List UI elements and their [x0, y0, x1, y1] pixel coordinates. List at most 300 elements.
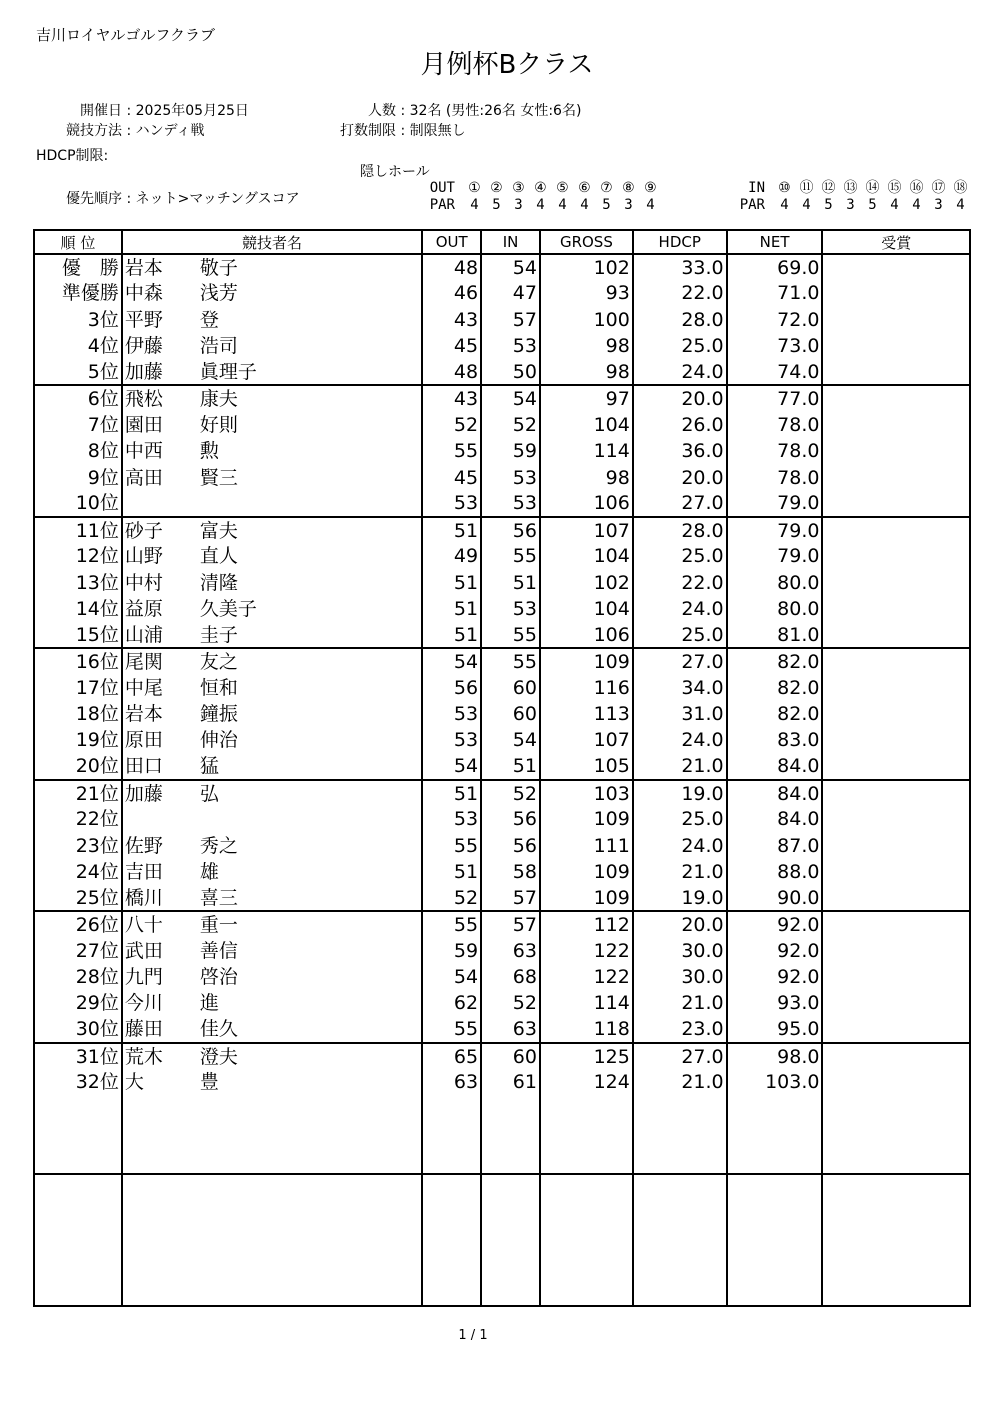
- in-cell: 63: [481, 938, 540, 964]
- empty-row: [34, 1122, 970, 1148]
- award-cell: [822, 675, 970, 701]
- table-row: [34, 990, 970, 1016]
- hdcp-cell: 20.0: [633, 385, 727, 411]
- method-label: 競技方法: [66, 123, 122, 139]
- out-cell: 51: [422, 517, 481, 543]
- table-row: [34, 780, 970, 806]
- in-cell: 60: [481, 701, 540, 727]
- player-surname: 大: [124, 1071, 144, 1094]
- player-surname: 中村: [124, 571, 163, 594]
- par-label: PAR: [429, 197, 455, 213]
- net-cell: 90.0: [727, 885, 823, 911]
- player-given-name: 雄: [199, 860, 219, 883]
- gross-cell: 118: [540, 1017, 633, 1043]
- hdcp-cell: 33.0: [633, 254, 727, 280]
- hidden-holes-in: [725, 180, 971, 214]
- player-name-cell: [122, 1174, 422, 1200]
- player-name-cell: [122, 385, 422, 411]
- in-cell: 51: [481, 570, 540, 596]
- player-name-cell: [122, 280, 422, 306]
- player-name-cell: [122, 859, 422, 885]
- player-name-cell: [122, 412, 422, 438]
- net-cell: [727, 1148, 823, 1174]
- player-name-cell: [122, 596, 422, 622]
- in-cell: 54: [481, 385, 540, 411]
- rank-cell: 30位: [34, 1017, 122, 1043]
- table-row: [34, 1017, 970, 1043]
- hidden-hole-par: 5: [824, 197, 833, 213]
- net-cell: 82.0: [727, 675, 823, 701]
- gross-cell: 97: [540, 385, 633, 411]
- player-name-cell: [122, 1069, 422, 1095]
- rank-cell: 12位: [34, 543, 122, 569]
- player-name-cell: [122, 438, 422, 464]
- award-cell: [822, 491, 970, 517]
- gross-cell: 122: [540, 964, 633, 990]
- player-name-cell: [122, 1253, 422, 1279]
- out-cell: 54: [422, 754, 481, 780]
- net-cell: 77.0: [727, 385, 823, 411]
- hidden-hole-par: 4: [890, 197, 899, 213]
- player-surname: 加藤: [124, 360, 163, 383]
- hdcp-cell: 30.0: [633, 964, 727, 990]
- award-cell: [822, 464, 970, 490]
- hidden-hole-par: 3: [624, 197, 633, 213]
- table-row: [34, 491, 970, 517]
- table-row: [34, 1043, 970, 1069]
- empty-row: [34, 1253, 970, 1279]
- hidden-hole-par: 3: [846, 197, 855, 213]
- player-given-name: 澄夫: [199, 1045, 238, 1068]
- rank-cell: [34, 1148, 122, 1174]
- table-header-row: [34, 230, 970, 254]
- net-cell: 84.0: [727, 754, 823, 780]
- award-cell: [822, 1280, 970, 1306]
- table-row: [34, 385, 970, 411]
- table-row: [34, 754, 970, 780]
- rank-cell: 16位: [34, 648, 122, 674]
- hdcp-cell: 20.0: [633, 464, 727, 490]
- hidden-hole-par: 4: [580, 197, 589, 213]
- table-row: [34, 938, 970, 964]
- net-cell: 92.0: [727, 938, 823, 964]
- player-name-cell: [122, 701, 422, 727]
- table-row: [34, 727, 970, 753]
- col-rank: 順 位: [34, 230, 122, 254]
- award-cell: [822, 596, 970, 622]
- net-cell: 83.0: [727, 727, 823, 753]
- in-cell: 55: [481, 543, 540, 569]
- hdcp-limit-label: HDCP制限: [36, 148, 104, 164]
- player-surname: 九門: [124, 966, 163, 989]
- hidden-hole-number: ⑦: [600, 180, 613, 196]
- player-given-name: 久美子: [199, 598, 257, 620]
- rank-cell: [34, 1122, 122, 1148]
- out-cell: 55: [422, 438, 481, 464]
- info-priority: [36, 188, 300, 208]
- gross-cell: [540, 1122, 633, 1148]
- net-cell: [727, 1253, 823, 1279]
- gross-cell: 124: [540, 1069, 633, 1095]
- player-given-name: 浩司: [199, 335, 238, 358]
- award-cell: [822, 307, 970, 333]
- hdcp-cell: 21.0: [633, 859, 727, 885]
- gross-cell: 114: [540, 438, 633, 464]
- empty-row: [34, 1148, 970, 1174]
- award-cell: [822, 1096, 970, 1122]
- hdcp-cell: 30.0: [633, 938, 727, 964]
- hidden-hole-number: ⑤: [556, 180, 569, 196]
- table-row: [34, 648, 970, 674]
- award-cell: [822, 438, 970, 464]
- hdcp-cell: [633, 1227, 727, 1253]
- hidden-hole-par: 3: [514, 197, 523, 213]
- net-cell: 80.0: [727, 570, 823, 596]
- rank-cell: 31位: [34, 1043, 122, 1069]
- out-cell: [422, 1227, 481, 1253]
- hdcp-cell: 24.0: [633, 833, 727, 859]
- info-count: [290, 100, 581, 120]
- hdcp-cell: 21.0: [633, 1069, 727, 1095]
- hdcp-cell: 25.0: [633, 622, 727, 648]
- out-cell: 45: [422, 333, 481, 359]
- table-row: [34, 1069, 970, 1095]
- player-given-name: 喜三: [199, 886, 238, 909]
- out-cell: 56: [422, 675, 481, 701]
- net-cell: 73.0: [727, 333, 823, 359]
- hdcp-cell: 34.0: [633, 675, 727, 701]
- gross-cell: 109: [540, 806, 633, 832]
- hidden-hole-number: ⑯: [909, 180, 924, 196]
- player-given-name: 弘: [199, 782, 219, 805]
- player-surname: 藤田: [124, 1018, 163, 1041]
- hdcp-cell: [633, 1122, 727, 1148]
- rank-cell: [34, 1174, 122, 1200]
- in-cell: [481, 1096, 540, 1122]
- player-surname: 中西: [124, 440, 163, 463]
- player-name-cell: [122, 780, 422, 806]
- hidden-hole-par: 5: [492, 197, 501, 213]
- hdcp-cell: 25.0: [633, 543, 727, 569]
- gross-cell: 109: [540, 648, 633, 674]
- table-row: [34, 964, 970, 990]
- player-surname: 岩本: [124, 703, 163, 726]
- hidden-hole-par: 4: [536, 197, 545, 213]
- net-cell: 78.0: [727, 438, 823, 464]
- hidden-hole-number: ②: [490, 180, 503, 196]
- award-cell: [822, 859, 970, 885]
- priority-label: 優先順序: [66, 191, 122, 207]
- award-cell: [822, 780, 970, 806]
- hidden-hole-number: ⑰: [931, 180, 946, 196]
- rank-cell: 6位: [34, 385, 122, 411]
- in-cell: 55: [481, 622, 540, 648]
- results-table: [33, 229, 971, 1307]
- net-cell: 78.0: [727, 464, 823, 490]
- out-cell: 54: [422, 964, 481, 990]
- hidden-hole-par: 4: [802, 197, 811, 213]
- player-given-name: 康夫: [199, 388, 238, 411]
- rank-cell: 5位: [34, 359, 122, 385]
- player-surname: 加藤: [124, 782, 163, 805]
- out-cell: 62: [422, 990, 481, 1016]
- in-cell: 54: [481, 254, 540, 280]
- gross-cell: 122: [540, 938, 633, 964]
- out-cell: 53: [422, 701, 481, 727]
- out-cell: 52: [422, 885, 481, 911]
- player-surname: 飛松: [124, 388, 163, 411]
- col-net: NET: [727, 230, 823, 254]
- hdcp-cell: [633, 1148, 727, 1174]
- out-cell: 51: [422, 570, 481, 596]
- hidden-hole-number: ⑬: [843, 180, 858, 196]
- rank-cell: 優 勝: [34, 254, 122, 280]
- gross-cell: 111: [540, 833, 633, 859]
- hdcp-cell: 27.0: [633, 1043, 727, 1069]
- in-cell: 57: [481, 307, 540, 333]
- award-cell: [822, 727, 970, 753]
- date-label: 開催日: [80, 103, 122, 119]
- net-cell: 71.0: [727, 280, 823, 306]
- player-given-name: 恒和: [199, 676, 238, 699]
- net-cell: [727, 1280, 823, 1306]
- out-cell: [422, 1253, 481, 1279]
- player-surname: 田口: [124, 755, 163, 778]
- rank-cell: 準優勝: [34, 280, 122, 306]
- net-cell: 80.0: [727, 596, 823, 622]
- gross-cell: 93: [540, 280, 633, 306]
- player-name-cell: [122, 990, 422, 1016]
- in-cell: [481, 1148, 540, 1174]
- out-cell: 52: [422, 412, 481, 438]
- hdcp-cell: [633, 1253, 727, 1279]
- separator: :: [126, 123, 132, 139]
- net-cell: [727, 1096, 823, 1122]
- player-name-cell: [122, 1280, 422, 1306]
- gross-cell: 107: [540, 727, 633, 753]
- out-cell: 45: [422, 464, 481, 490]
- rank-cell: 27位: [34, 938, 122, 964]
- out-cell: 49: [422, 543, 481, 569]
- in-cell: 58: [481, 859, 540, 885]
- gross-cell: 106: [540, 491, 633, 517]
- date-value: 2025年05月25日: [135, 103, 249, 119]
- table-row: [34, 622, 970, 648]
- rank-cell: [34, 1201, 122, 1227]
- player-surname: 山浦: [124, 623, 163, 646]
- award-cell: [822, 701, 970, 727]
- in-cell: [481, 1227, 540, 1253]
- out-cell: [422, 1096, 481, 1122]
- net-cell: 93.0: [727, 990, 823, 1016]
- award-cell: [822, 622, 970, 648]
- award-cell: [822, 1017, 970, 1043]
- rank-cell: 24位: [34, 859, 122, 885]
- hidden-hole-number: ⑭: [865, 180, 880, 196]
- hidden-hole-number: ①: [468, 180, 481, 196]
- hidden-hole-number: ⑫: [821, 180, 836, 196]
- out-cell: 63: [422, 1069, 481, 1095]
- gross-cell: 109: [540, 859, 633, 885]
- hdcp-cell: [633, 1096, 727, 1122]
- player-given-name: 善信: [199, 939, 238, 962]
- rank-cell: 15位: [34, 622, 122, 648]
- out-cell: 55: [422, 911, 481, 937]
- award-cell: [822, 359, 970, 385]
- award-cell: [822, 1201, 970, 1227]
- table-row: [34, 701, 970, 727]
- hidden-hole-par: 4: [956, 197, 965, 213]
- hidden-hole-number: ⑨: [644, 180, 657, 196]
- net-cell: 79.0: [727, 517, 823, 543]
- gross-cell: 112: [540, 911, 633, 937]
- hidden-hole-number: ④: [534, 180, 547, 196]
- table-row: [34, 464, 970, 490]
- separator: :: [126, 191, 132, 207]
- player-name-cell: [122, 648, 422, 674]
- separator: :: [126, 103, 132, 119]
- net-cell: 92.0: [727, 964, 823, 990]
- rank-cell: 10位: [34, 491, 122, 517]
- table-row: [34, 596, 970, 622]
- net-cell: [727, 1122, 823, 1148]
- player-name-cell: [122, 622, 422, 648]
- award-cell: [822, 648, 970, 674]
- gross-cell: 104: [540, 412, 633, 438]
- in-cell: 57: [481, 911, 540, 937]
- gross-cell: [540, 1253, 633, 1279]
- player-surname: 山野: [124, 545, 163, 568]
- gross-cell: 102: [540, 254, 633, 280]
- hdcp-cell: 24.0: [633, 727, 727, 753]
- player-surname: 原田: [124, 729, 163, 752]
- rank-cell: 25位: [34, 885, 122, 911]
- in-cell: 50: [481, 359, 540, 385]
- player-given-name: 圭子: [199, 623, 238, 646]
- info-method: [36, 120, 205, 140]
- rank-cell: [34, 1096, 122, 1122]
- out-cell: 53: [422, 806, 481, 832]
- player-given-name: 好則: [199, 413, 238, 436]
- out-cell: 48: [422, 359, 481, 385]
- award-cell: [822, 385, 970, 411]
- player-name-cell: [122, 833, 422, 859]
- hdcp-cell: [633, 1201, 727, 1227]
- hdcp-cell: 25.0: [633, 806, 727, 832]
- in-cell: 51: [481, 754, 540, 780]
- player-name-cell: [122, 675, 422, 701]
- award-cell: [822, 570, 970, 596]
- in-cell: 47: [481, 280, 540, 306]
- rank-cell: 14位: [34, 596, 122, 622]
- rank-cell: 23位: [34, 833, 122, 859]
- award-cell: [822, 1174, 970, 1200]
- in-cell: [481, 1174, 540, 1200]
- player-given-name: 富夫: [199, 519, 238, 542]
- award-cell: [822, 1069, 970, 1095]
- col-out: OUT: [422, 230, 481, 254]
- out-cell: [422, 1122, 481, 1148]
- award-cell: [822, 1043, 970, 1069]
- player-name-cell: [122, 359, 422, 385]
- in-cell: 68: [481, 964, 540, 990]
- gross-cell: 102: [540, 570, 633, 596]
- out-cell: 59: [422, 938, 481, 964]
- hdcp-cell: [633, 1280, 727, 1306]
- table-row: [34, 833, 970, 859]
- table-row: [34, 806, 970, 832]
- player-name-cell: [122, 491, 422, 517]
- player-name-cell: [122, 727, 422, 753]
- player-given-name: 啓治: [199, 966, 238, 989]
- rank-cell: 13位: [34, 570, 122, 596]
- gross-cell: 100: [540, 307, 633, 333]
- priority-value: ネット>マッチングスコア: [135, 191, 300, 207]
- net-cell: 79.0: [727, 543, 823, 569]
- gross-cell: [540, 1174, 633, 1200]
- gross-cell: 114: [540, 990, 633, 1016]
- out-cell: 46: [422, 280, 481, 306]
- player-given-name: 鐘振: [199, 703, 238, 726]
- in-cell: 61: [481, 1069, 540, 1095]
- gross-cell: [540, 1280, 633, 1306]
- hdcp-cell: 27.0: [633, 491, 727, 517]
- table-row: [34, 911, 970, 937]
- net-cell: 84.0: [727, 780, 823, 806]
- player-given-name: 賢三: [199, 466, 238, 489]
- info-hdcp-limit: [36, 145, 108, 165]
- award-cell: [822, 964, 970, 990]
- gross-cell: 103: [540, 780, 633, 806]
- award-cell: [822, 938, 970, 964]
- player-given-name: 浅芳: [199, 282, 238, 305]
- hdcp-cell: 21.0: [633, 990, 727, 1016]
- out-cell: 48: [422, 254, 481, 280]
- hdcp-cell: 23.0: [633, 1017, 727, 1043]
- player-given-name: 猛: [199, 755, 219, 778]
- net-cell: [727, 1227, 823, 1253]
- gross-cell: [540, 1148, 633, 1174]
- hidden-hole-number: ⑥: [578, 180, 591, 196]
- player-surname: 尾関: [124, 651, 163, 674]
- col-hdcp: HDCP: [633, 230, 727, 254]
- player-given-name: 清隆: [199, 571, 238, 594]
- hidden-holes-label: 隠しホール: [360, 164, 430, 180]
- hdcp-cell: 20.0: [633, 911, 727, 937]
- net-cell: 95.0: [727, 1017, 823, 1043]
- player-given-name: 伸治: [199, 729, 238, 752]
- player-name-cell: [122, 254, 422, 280]
- gross-cell: 109: [540, 885, 633, 911]
- hdcp-cell: 24.0: [633, 596, 727, 622]
- player-surname: 佐野: [124, 834, 163, 857]
- table-row: [34, 280, 970, 306]
- player-surname: 伊藤: [124, 335, 163, 358]
- rank-cell: 20位: [34, 754, 122, 780]
- award-cell: [822, 333, 970, 359]
- col-in: IN: [481, 230, 540, 254]
- net-cell: 84.0: [727, 806, 823, 832]
- empty-row: [34, 1174, 970, 1200]
- out-cell: 55: [422, 1017, 481, 1043]
- player-name-cell: [122, 911, 422, 937]
- gross-cell: 98: [540, 359, 633, 385]
- hidden-hole-par: 5: [602, 197, 611, 213]
- separator: :: [400, 123, 406, 139]
- player-surname: 橋川: [124, 886, 163, 909]
- net-cell: 74.0: [727, 359, 823, 385]
- in-cell: 53: [481, 333, 540, 359]
